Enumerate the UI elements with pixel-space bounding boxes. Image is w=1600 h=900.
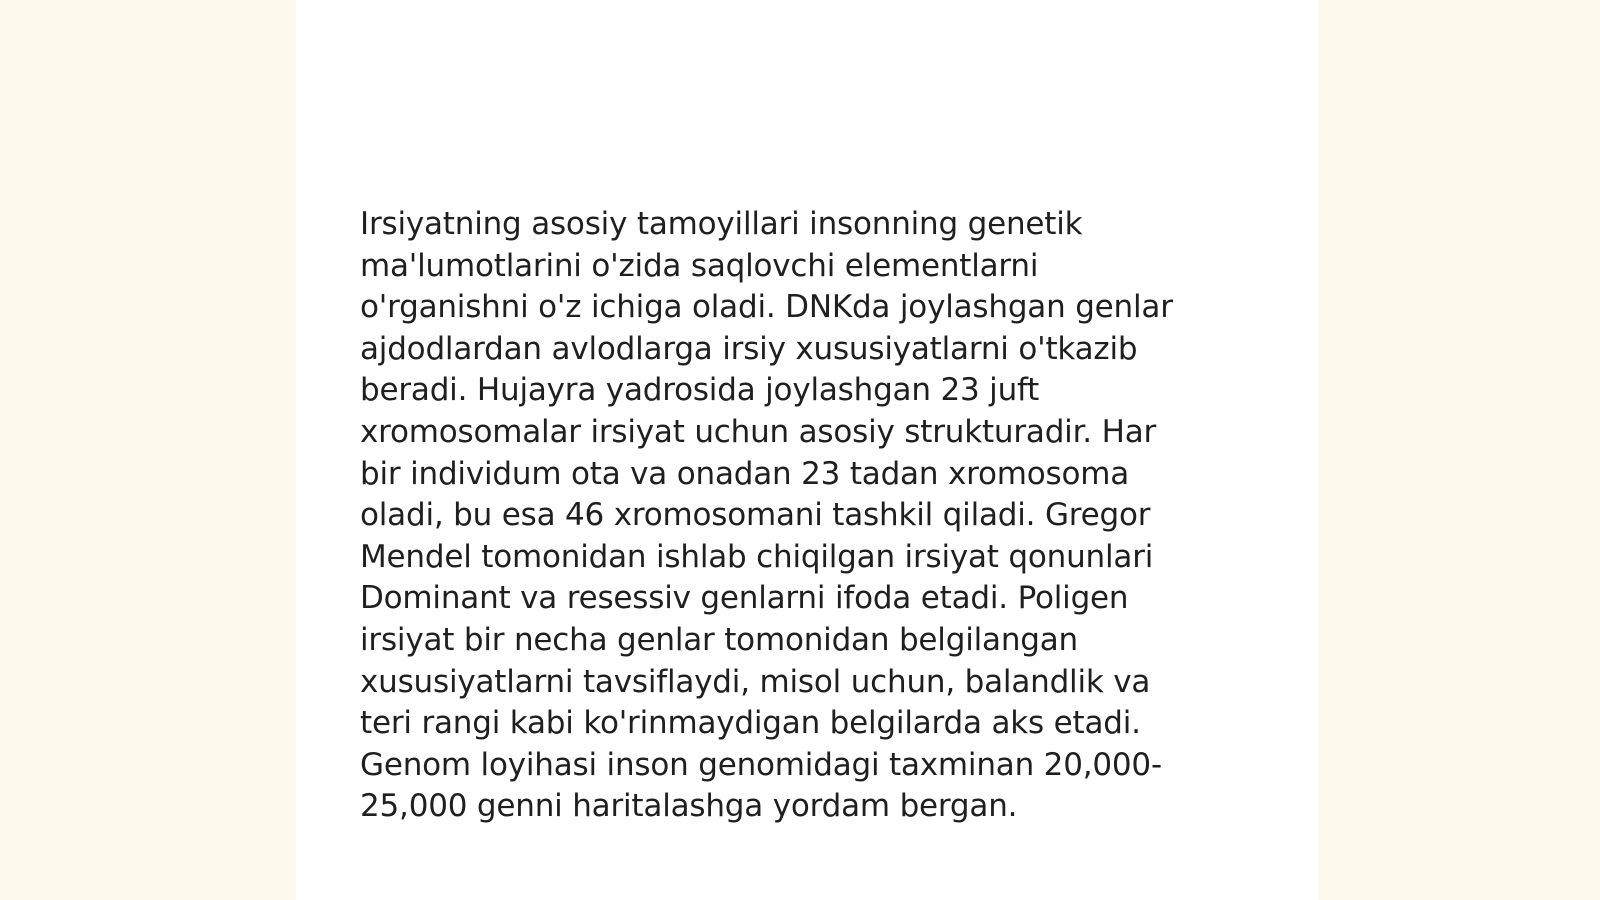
paragraph-line: o'rganishni o'z ichiga oladi. DNKda joylashgan genlar (360, 289, 1173, 326)
paragraph-line: bir individum ota va onadan 23 tadan xromosoma (360, 455, 1130, 492)
paragraph-line: ajdodlardan avlodlarga irsiy xususiyatlarni o'tkazib (360, 330, 1138, 367)
paragraph-line: Dominant va resessiv genlarni ifoda etadi. Poligen (360, 580, 1129, 617)
paragraph-line: beradi. Hujayra yadrosida joylashgan 23 juft (360, 372, 1040, 409)
paragraph-line: teri rangi kabi ko'rinmaydigan belgilarda aks etadi. (360, 705, 1141, 742)
paragraph-line: xromosomalar irsiyat uchun asosiy strukturadir. Har (360, 413, 1157, 450)
paragraph-line: Genom loyihasi inson genomidagi taxminan 20,000- (360, 746, 1162, 783)
paragraph-line: Mendel tomonidan ishlab chiqilgan irsiyat qonunlari (360, 538, 1154, 575)
paragraph-line: ma'lumotlarini o'zida saqlovchi elementlarni (360, 247, 1039, 284)
paragraph-line: xususiyatlarni tavsiflaydi, misol uchun, balandlik va (360, 663, 1151, 700)
body-paragraph (360, 204, 1240, 828)
document-page (296, 0, 1318, 900)
paragraph-line: oladi, bu esa 46 xromosomani tashkil qiladi. Gregor (360, 497, 1151, 534)
paragraph-line: irsiyat bir necha genlar tomonidan belgilangan (360, 621, 1078, 658)
paragraph-line: Irsiyatning asosiy tamoyillari insonning genetik (360, 206, 1083, 242)
paragraph-line: 25,000 genni haritalashga yordam bergan. (360, 788, 1018, 825)
